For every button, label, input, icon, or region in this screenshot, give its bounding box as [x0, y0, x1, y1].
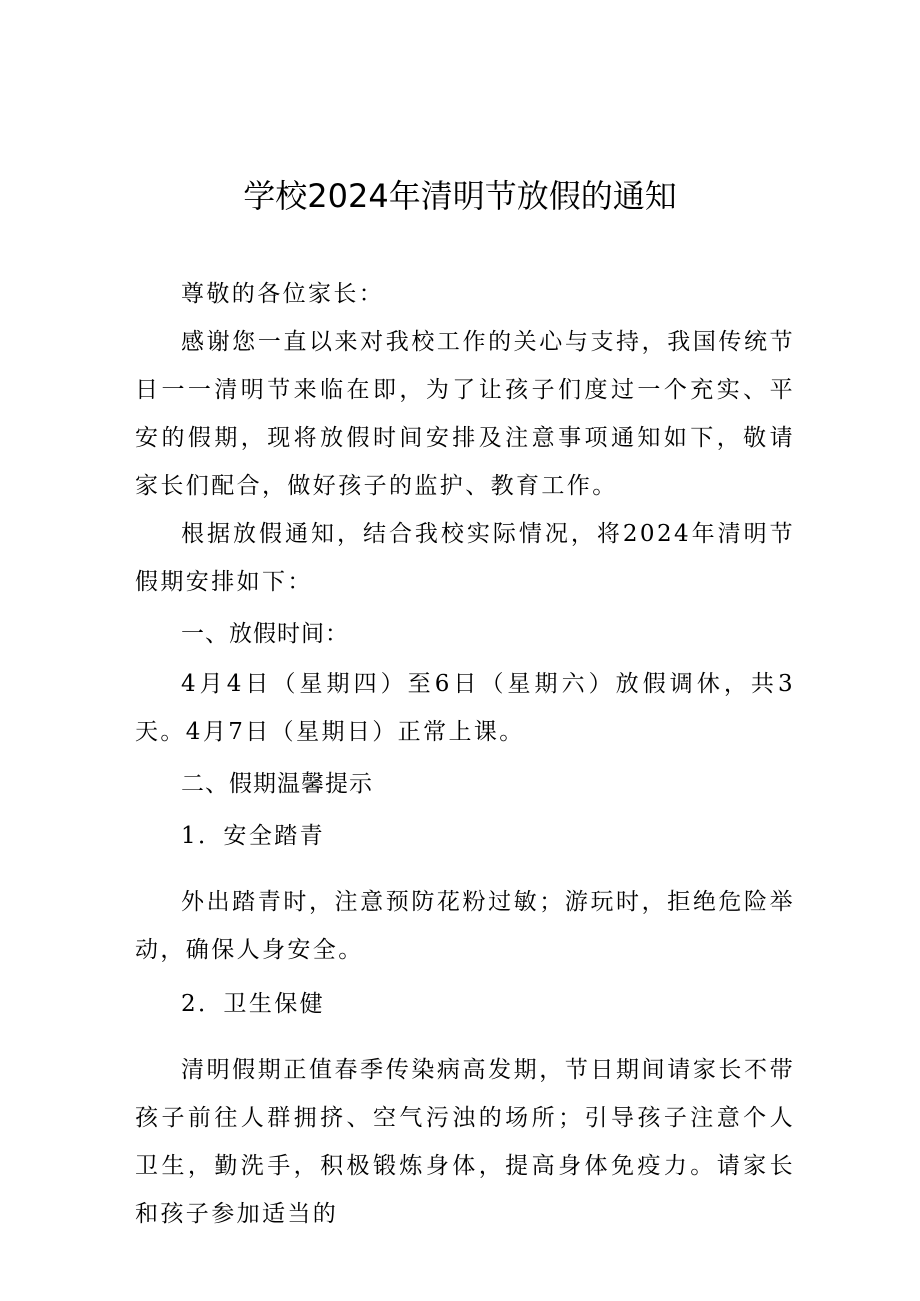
intro-paragraph: 感谢您一直以来对我校工作的关心与支持，我国传统节日一一清明节来临在即，为了让孩子们度过一个充实、平安的假期，现将放假时间安排及注意事项通知如下，敬请家长们配合，做好孩子的监护、教育工作。	[135, 329, 795, 499]
section-heading-holiday-time: 一、放假时间：	[181, 621, 349, 647]
section-heading-tips: 二、假期温馨提示	[181, 771, 373, 797]
tip-paragraph-safe-outing: 外出踏青时，注意预防花粉过敏；游玩时，拒绝危险举动，确保人身安全。	[135, 889, 795, 963]
document-title: 学校2024年清明节放假的通知	[243, 177, 677, 215]
salutation: 尊敬的各位家长：	[181, 281, 385, 307]
tip-paragraph-hygiene: 清明假期正值春季传染病高发期，节日期间请家长不带孩子前往人群拥挤、空气污浊的场所；引导孩子注意个人卫生，勤洗手，积极锻炼身体，提高身体免疫力。请家长和孩子参加适当的	[135, 1057, 795, 1227]
tip-label-hygiene: 2．卫生保健	[181, 991, 326, 1017]
holiday-time-paragraph: 4月4日（星期四）至6日（星期六）放假调休，共3天。4月7日（星期日）正常上课。	[135, 671, 795, 745]
tip-label-safe-outing: 1．安全踏青	[181, 823, 326, 849]
basis-paragraph: 根据放假通知，结合我校实际情况，将2024年清明节假期安排如下：	[135, 521, 795, 595]
